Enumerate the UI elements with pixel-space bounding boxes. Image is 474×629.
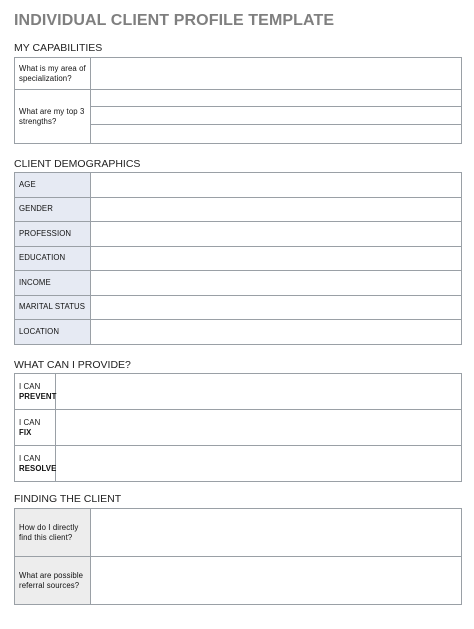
specialization-input[interactable] (91, 58, 462, 90)
capability-label-specialization: What is my area of specialization? (15, 58, 91, 90)
strength-input-1[interactable] (91, 90, 462, 107)
provide-verb-prevent: PREVENT (19, 391, 57, 401)
income-input[interactable] (91, 271, 462, 296)
demographic-label-location: LOCATION (15, 320, 91, 345)
page-title: INDIVIDUAL CLIENT PROFILE TEMPLATE (14, 12, 335, 29)
demographic-label-marital-status: MARITAL STATUS (15, 295, 91, 320)
provide-verb-fix: FIX (19, 427, 32, 437)
section-heading-capabilities: MY CAPABILITIES (14, 42, 103, 54)
section-heading-provide: WHAT CAN I PROVIDE? (14, 359, 131, 371)
capability-label-strengths: What are my top 3 strengths? (15, 90, 91, 144)
demographic-label-profession: PROFESSION (15, 222, 91, 247)
profession-input[interactable] (91, 222, 462, 247)
demographic-label-education: EDUCATION (15, 246, 91, 271)
section-heading-demographics: CLIENT DEMOGRAPHICS (14, 158, 141, 170)
prevent-input[interactable] (56, 374, 462, 410)
provide-verb-resolve: RESOLVE (19, 463, 57, 473)
resolve-input[interactable] (56, 446, 462, 482)
provide-prefix: I CAN (19, 381, 41, 391)
direct-find-input[interactable] (91, 509, 462, 557)
location-input[interactable] (91, 320, 462, 345)
provide-label-resolve (15, 446, 56, 482)
provide-label-fix (15, 410, 56, 446)
strength-input-2[interactable] (91, 107, 462, 125)
demographic-label-income: INCOME (15, 271, 91, 296)
strength-input-3[interactable] (91, 125, 462, 144)
education-input[interactable] (91, 246, 462, 271)
demographic-label-age: AGE (15, 173, 91, 198)
finding-label-referral: What are possible referral sources? (15, 557, 91, 605)
provide-prefix: I CAN (19, 417, 41, 427)
gender-input[interactable] (91, 197, 462, 222)
capabilities-table (14, 57, 462, 144)
demographics-table (14, 172, 462, 345)
provide-label-prevent (15, 374, 56, 410)
demographic-label-gender: GENDER (15, 197, 91, 222)
finding-table (14, 508, 462, 605)
section-heading-finding: FINDING THE CLIENT (14, 493, 122, 505)
fix-input[interactable] (56, 410, 462, 446)
marital-status-input[interactable] (91, 295, 462, 320)
finding-label-direct: How do I directly find this client? (15, 509, 91, 557)
provide-prefix: I CAN (19, 453, 41, 463)
age-input[interactable] (91, 173, 462, 198)
provide-table (14, 373, 462, 482)
referral-sources-input[interactable] (91, 557, 462, 605)
